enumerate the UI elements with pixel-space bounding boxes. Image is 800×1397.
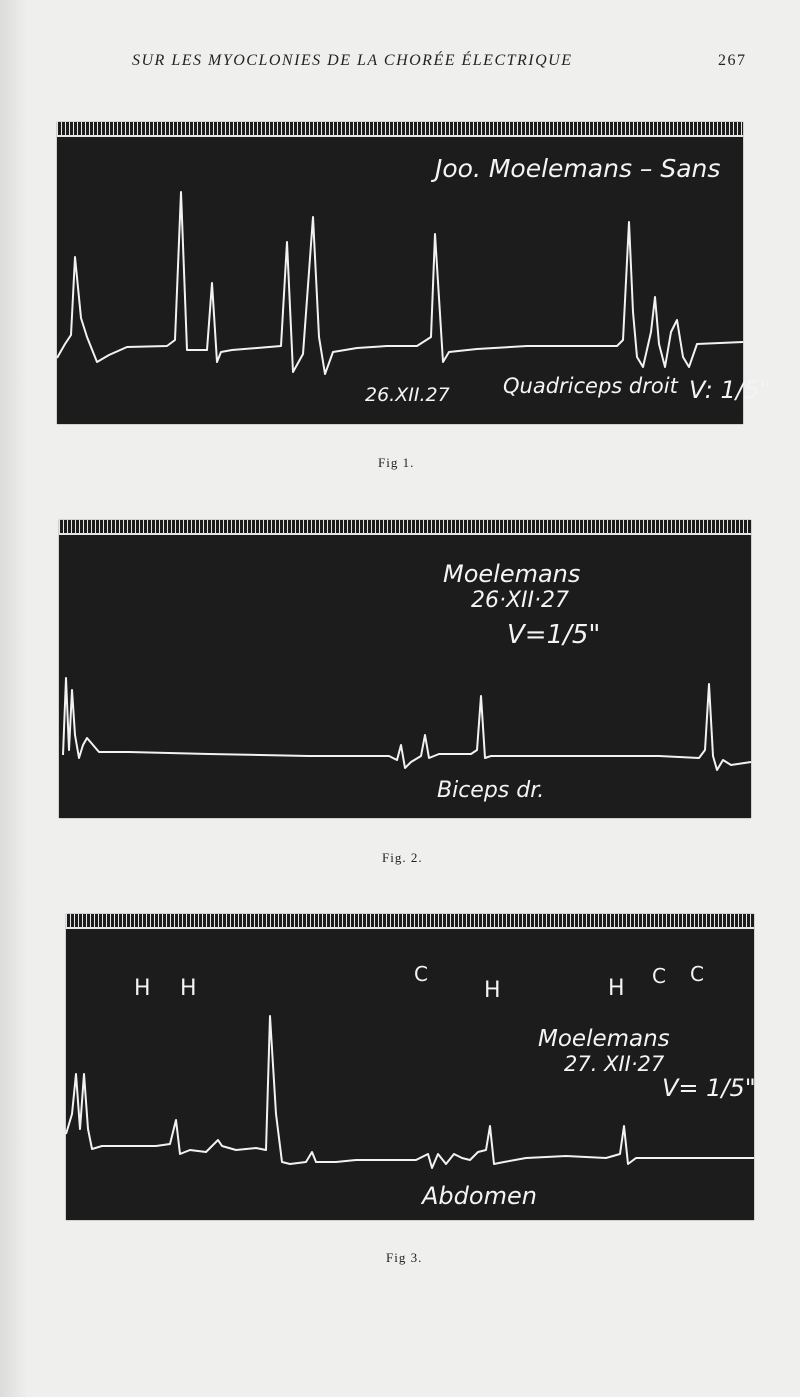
figure-2-caption-text: Fig. 2. xyxy=(382,850,423,865)
figure-3-marker-h-3: H xyxy=(484,978,501,1003)
figure-1-plate xyxy=(57,122,771,424)
figure-2-speed-label: V=1/5" xyxy=(507,620,601,650)
figure-1-date-label: 26.XII.27 xyxy=(365,384,450,406)
figure-3-muscle-label: Abdomen xyxy=(422,1182,537,1210)
figure-2-trace xyxy=(59,520,751,818)
page-edge-shadow xyxy=(0,0,28,1397)
running-head-title: SUR LES MYOCLONIES DE LA CHORÉE ÉLECTRIQUE xyxy=(132,52,573,69)
figure-1-speed-label: V: 1/5" xyxy=(689,376,771,404)
figure-3-date-label: 27. XII·27 xyxy=(564,1052,665,1076)
figure-2-plate xyxy=(59,520,751,818)
figure-3-speed-label: V= 1/5" xyxy=(662,1074,756,1102)
figure-2-patient-label: Moelemans xyxy=(443,560,581,588)
figure-3-caption-text: Fig 3. xyxy=(386,1250,423,1265)
figure-3-marker-c-2: C xyxy=(652,964,666,988)
figure-3-patient-label: Moelemans xyxy=(538,1026,670,1052)
figure-1-caption-text: Fig 1. xyxy=(378,455,415,470)
figure-3-marker-h-2: H xyxy=(180,976,197,1001)
figure-1-patient-label: Joo. Moelemans – Sans xyxy=(435,154,721,183)
figure-3-plate xyxy=(66,914,754,1220)
page-number: 267 xyxy=(718,52,747,69)
figure-1-muscle-label: Quadriceps droit xyxy=(503,374,678,398)
figure-3-marker-h-4: H xyxy=(608,976,625,1001)
figure-2-muscle-label: Biceps dr. xyxy=(437,778,545,803)
figure-3-marker-h-1: H xyxy=(134,976,151,1001)
figure-2-date-label: 26·XII·27 xyxy=(471,588,570,613)
figure-3-marker-c-1: C xyxy=(414,962,428,986)
figure-3-marker-c-3: C xyxy=(690,962,704,986)
